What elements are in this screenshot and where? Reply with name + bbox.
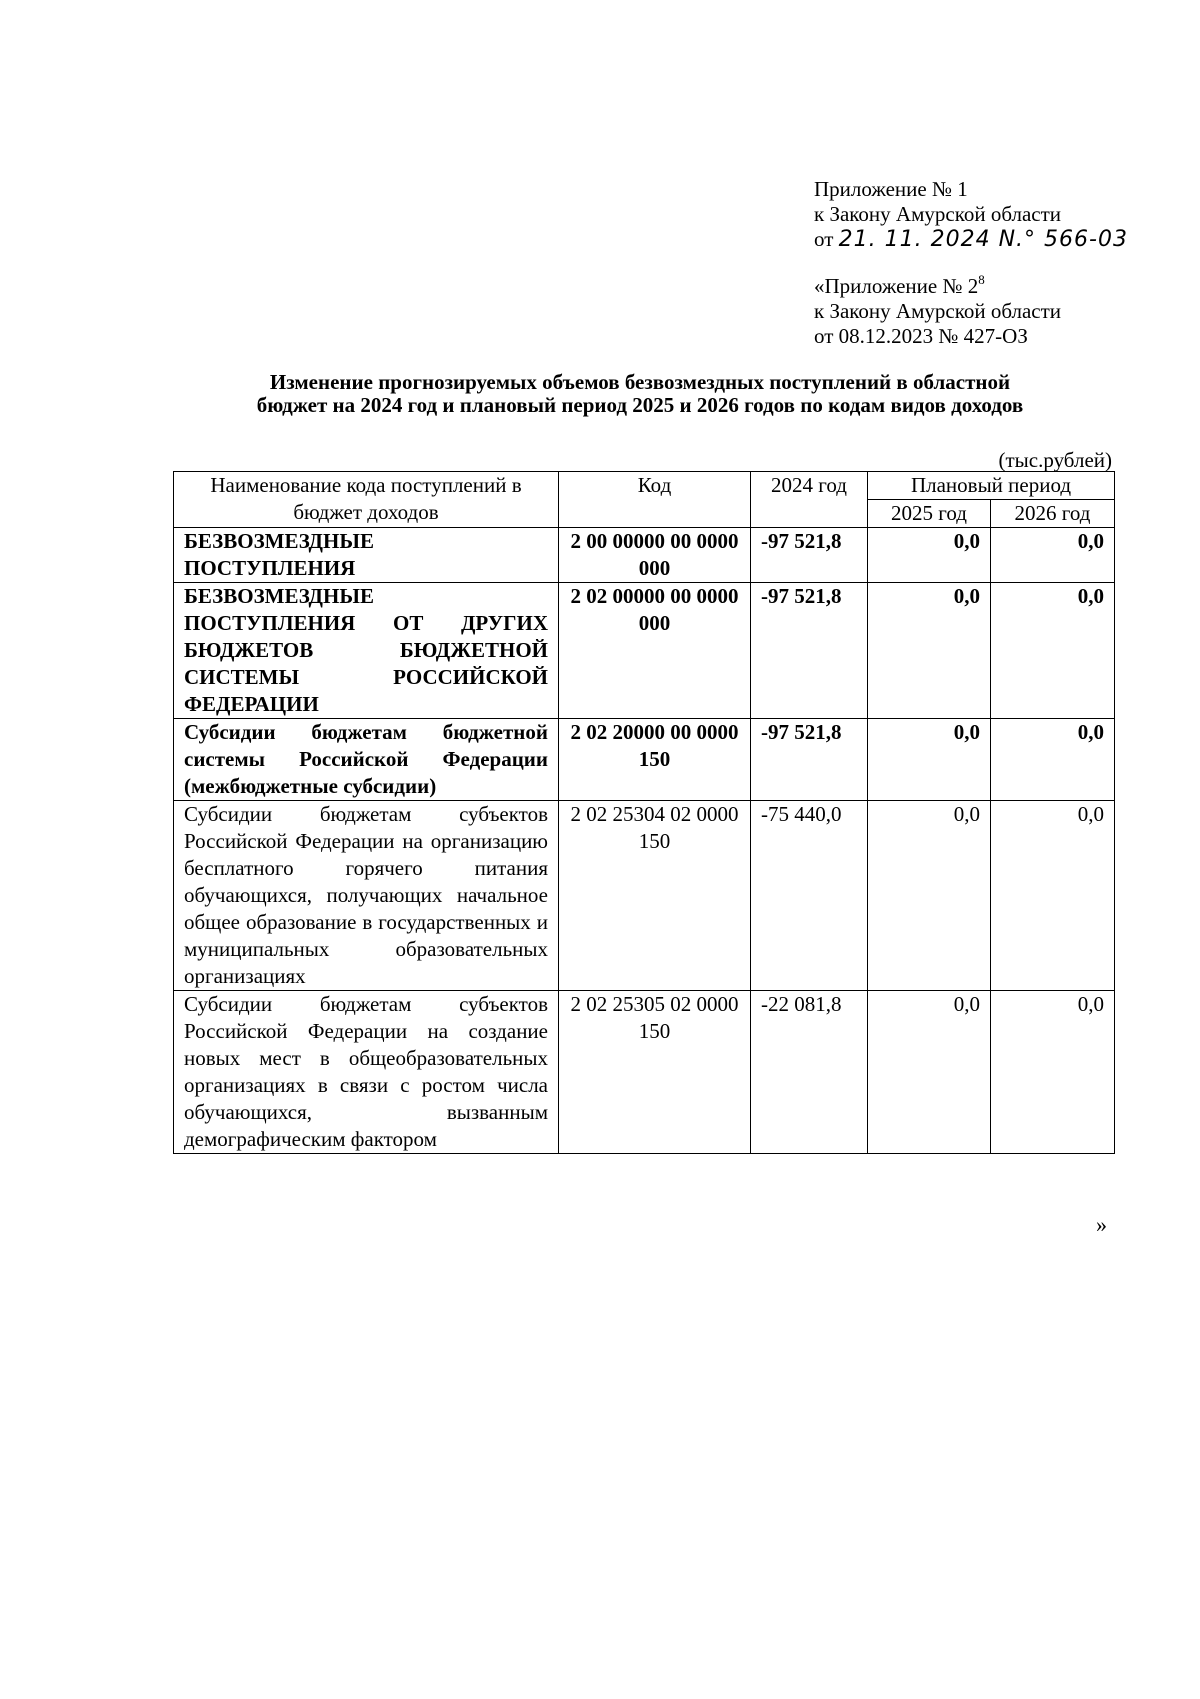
row-2025-value: 0,0: [868, 801, 991, 991]
table-row: [174, 528, 1115, 583]
table-row: [174, 719, 1115, 801]
row-2024-value: -97 521,8: [751, 583, 868, 719]
row-name: БЕЗВОЗМЕЗДНЫЕ ПОСТУПЛЕНИЯ: [174, 528, 559, 583]
row-2025-value: 0,0: [868, 583, 991, 719]
header-planned-period: Плановый период: [868, 472, 1115, 500]
appendix-amended-line3: от 08.12.2023 № 427-ОЗ: [814, 324, 1028, 348]
row-2025-value: 0,0: [868, 991, 991, 1154]
row-2025-value: 0,0: [868, 528, 991, 583]
row-code: 2 02 25305 02 0000 150: [559, 991, 751, 1154]
row-2024-value: -75 440,0: [751, 801, 868, 991]
row-2024-value: -97 521,8: [751, 528, 868, 583]
row-code: 2 00 00000 00 0000 000: [559, 528, 751, 583]
header-2026: 2026 год: [991, 500, 1115, 528]
document-title-line1: Изменение прогнозируемых объемов безвозмездных поступлений в областной: [269, 370, 1011, 394]
table-row: [174, 801, 1115, 991]
row-2025-value: 0,0: [868, 719, 991, 801]
row-2024-value: -97 521,8: [751, 719, 868, 801]
row-code: 2 02 00000 00 0000 000: [559, 583, 751, 719]
row-2026-value: 0,0: [991, 583, 1115, 719]
row-name: Субсидии бюджетам субъектов Российской Федерации на организацию бесплатного горячего питания обучающихся, получающих начальное общее образование в государственных и муниципальных образовательных организациях: [174, 801, 559, 991]
appendix-amended-line1: [814, 274, 1061, 299]
handwritten-date-number: 21. 11. 2024 N.° 566-03: [838, 227, 1128, 252]
row-2026-value: 0,0: [991, 991, 1115, 1154]
document-title: [160, 371, 1120, 417]
row-2026-value: 0,0: [991, 719, 1115, 801]
header-code: Код: [559, 472, 751, 528]
revenue-table: [173, 471, 1115, 1154]
appendix-current-line3: [814, 227, 1128, 252]
header-2024: 2024 год: [751, 472, 868, 528]
units-label: (тыс.рублей): [998, 448, 1112, 472]
table-row: [174, 583, 1115, 719]
row-2026-value: 0,0: [991, 801, 1115, 991]
row-name: Субсидии бюджетам бюджетной системы Российской Федерации (межбюджетные субсидии): [174, 719, 559, 801]
row-code: 2 02 20000 00 0000 150: [559, 719, 751, 801]
appendix-amended: [814, 274, 1061, 349]
closing-quote: »: [1096, 1212, 1107, 1237]
document-title-line2: бюджет на 2024 год и плановый период 2025 и 2026 годов по кодам видов доходов: [256, 393, 1024, 417]
appendix-current-line2: к Закону Амурской области: [814, 202, 1062, 226]
header-name: Наименование кода поступлений в бюджет доходов: [174, 472, 559, 528]
appendix-current: [814, 177, 1128, 252]
header-2025: 2025 год: [868, 500, 991, 528]
row-2024-value: -22 081,8: [751, 991, 868, 1154]
appendix-amended-title: «Приложение № 2: [814, 274, 979, 298]
appendix-current-line1: Приложение № 1: [814, 177, 968, 201]
table-header-row: [174, 472, 1115, 500]
appendix-amended-line2: к Закону Амурской области: [814, 299, 1062, 323]
row-name: Субсидии бюджетам субъектов Российской Федерации на создание новых мест в общеобразовательных организациях в связи с ростом числа обучающихся, вызванным демографическим фактором: [174, 991, 559, 1154]
row-code: 2 02 25304 02 0000 150: [559, 801, 751, 991]
row-2026-value: 0,0: [991, 528, 1115, 583]
date-prefix: от: [814, 227, 834, 251]
table-row: [174, 991, 1115, 1154]
row-name: БЕЗВОЗМЕЗДНЫЕ ПОСТУПЛЕНИЯ ОТ ДРУГИХ БЮДЖЕТОВ БЮДЖЕТНОЙ СИСТЕМЫ РОССИЙСКОЙ ФЕДЕРАЦИИ: [174, 583, 559, 719]
appendix-number-superscript: 8: [978, 272, 985, 287]
